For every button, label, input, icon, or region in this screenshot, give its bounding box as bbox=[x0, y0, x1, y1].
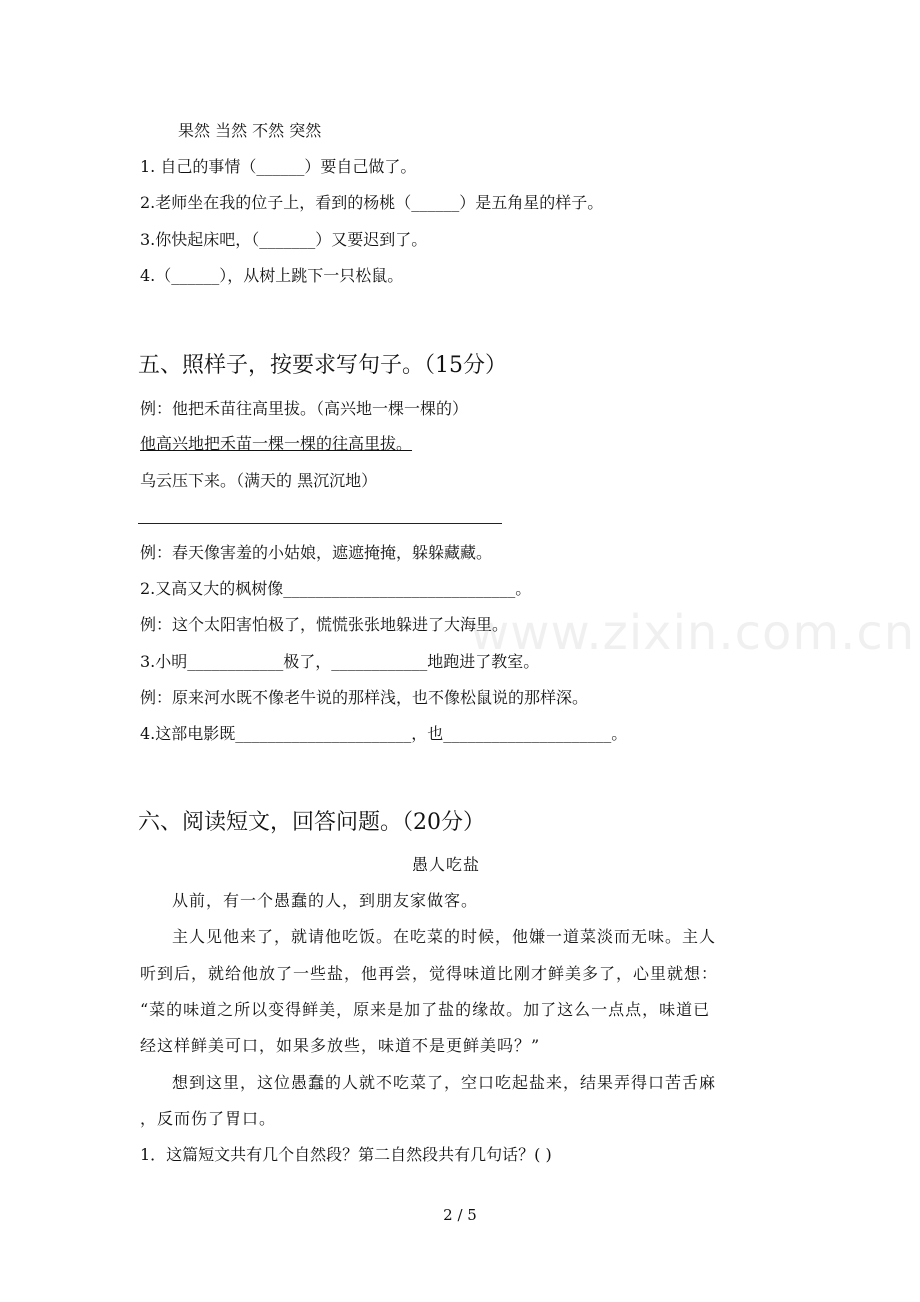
passage-paragraph: 听到后，就给他放了一些盐，他再尝，觉得味道比刚才鲜美多了，心里就想： bbox=[140, 964, 719, 983]
passage-paragraph: 经这样鲜美可口，如果多放些，味道不是更鲜美吗？” bbox=[140, 1036, 541, 1055]
passage-title: 愚人吃盐 bbox=[412, 855, 481, 874]
question-4-1: 1. 自己的事情（______）要自己做了。 bbox=[140, 157, 417, 176]
watermark: www.zixin.com.cn bbox=[470, 605, 916, 661]
example-5-4: 例：原来河水既不像老牛说的那样浅，也不像松鼠说的那样深。 bbox=[140, 688, 589, 707]
example-5-1-answer: 他高兴地把禾苗一棵一棵的往高里拔。 bbox=[140, 434, 413, 453]
example-5-1: 例：他把禾苗往高里拔。（高兴地一棵一棵的） bbox=[140, 399, 469, 418]
question-4-2: 2.老师坐在我的位子上，看到的杨桃（______）是五角星的样子。 bbox=[140, 193, 604, 212]
passage-paragraph: ，反而伤了胃口。 bbox=[140, 1109, 277, 1128]
section-6-heading: 六、阅读短文，回答问题。（20分） bbox=[138, 810, 485, 835]
question-4-3: 3.你快起床吧，（_______）又要迟到了。 bbox=[140, 230, 428, 249]
section-5-heading: 五、照样子，按要求写句子。（15分） bbox=[138, 353, 507, 378]
question-5-3: 3.小明____________极了，____________地跑进了教室。 bbox=[140, 652, 540, 671]
question-5-4: 4.这部电影既______________________，也_____________________。 bbox=[140, 724, 628, 743]
question-4-4: 4.（______），从树上跳下一只松鼠。 bbox=[140, 266, 404, 285]
example-5-3: 例：这个太阳害怕极了，慌慌张张地躲进了大海里。 bbox=[140, 615, 509, 634]
question-5-2: 2.又高又大的枫树像_____________________________。 bbox=[140, 579, 532, 598]
passage-paragraph: “菜的味道之所以变得鲜美，原来是加了盐的缘故。加了这么一点点，味道已 bbox=[140, 1000, 711, 1019]
word-bank: 果然 当然 不然 突然 bbox=[178, 121, 322, 140]
passage-paragraph: 想到这里，这位愚蠢的人就不吃菜了，空口吃起盐来，结果弄得口苦舌麻 bbox=[172, 1073, 717, 1092]
page-number: 2 / 5 bbox=[443, 1206, 477, 1224]
question-6-1: 1．这篇短文共有几个自然段？第二自然段共有几句话？( ) bbox=[140, 1145, 552, 1164]
question-5-1: 乌云压下来。（满天的 黑沉沉地） bbox=[140, 471, 378, 490]
example-5-2: 例：春天像害羞的小姑娘，遮遮掩掩，躲躲藏藏。 bbox=[140, 543, 493, 562]
passage-paragraph: 从前，有一个愚蠢的人，到朋友家做客。 bbox=[172, 891, 479, 910]
answer-line bbox=[138, 523, 502, 524]
passage-paragraph: 主人见他来了，就请他吃饭。在吃菜的时候，他嫌一道菜淡而无味。主人 bbox=[172, 927, 717, 946]
